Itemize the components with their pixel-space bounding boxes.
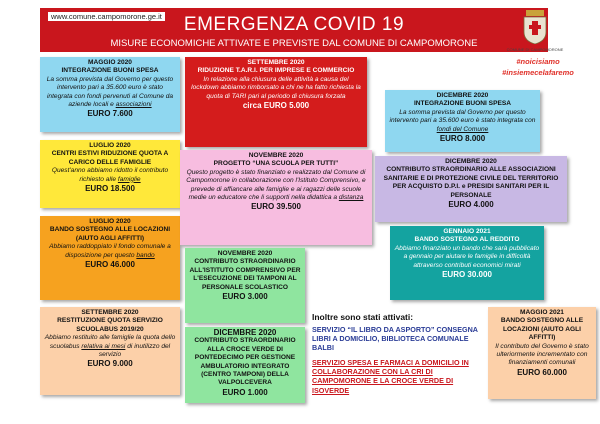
card-luglio-2020-locazioni	[40, 216, 180, 300]
card-date: SETTEMBRE 2020	[81, 309, 139, 316]
card-amount: EURO 46.000	[85, 260, 135, 270]
card-amount: EURO 39.500	[251, 202, 301, 212]
card-amount: EURO 1.000	[222, 387, 268, 397]
card-date: NOVEMBRE 2020	[248, 152, 304, 159]
card-title: INTEGRAZIONE BUONI SPESA	[413, 100, 512, 108]
extra-services-title: Inoltre sono stati attivati:	[312, 312, 414, 322]
card-title: CONTRIBUTO STRAORDINARIO ALL'ISTITUTO COMPRENSIVO PER L'ESECUZIONE DEI TAMPONI AL PERSONALE SCOLASTICO	[189, 258, 301, 291]
card-link[interactable]: fondi del Comune	[436, 125, 489, 133]
card-dicembre-2020-croce-verde	[185, 327, 305, 403]
card-date: DICEMBRE 2020	[445, 158, 497, 165]
card-title: BANDO SOSTEGNO ALLE LOCAZIONI (AIUTO AGLI AFFITTI)	[49, 226, 171, 242]
card-amount: EURO 60.000	[517, 367, 567, 377]
card-novembre-2020-tamponi	[185, 248, 305, 323]
card-settembre-2020-tari	[185, 57, 367, 147]
card-novembre-2020-scuola	[180, 150, 372, 245]
card-date: SETTEMBRE 2020	[247, 59, 305, 66]
card-amount: EURO 7.600	[87, 109, 133, 119]
card-title: BANDO SOSTEGNO ALLE LOCAZIONI (AIUTO AGLI AFFITTI)	[500, 317, 584, 342]
card-amount: circa EURO 5.000	[242, 101, 310, 111]
card-dicembre-2020-buoni-spesa	[385, 90, 540, 152]
hashtag-1[interactable]: #noicisiamo	[516, 57, 560, 66]
card-body: Questo progetto è stato finanziato e realizzato dal Comune di Campomorone in collaborazione con l'Istituto Comprensivo, e prevede di affiancare alle famiglie e ai ragazzi delle scuole medie un educatore che li supporti nella didattica a	[186, 168, 366, 202]
card-date: MAGGIO 2021	[520, 309, 564, 316]
card-settembre-2020-scuolabus	[40, 307, 180, 395]
card-title: CONTRIBUTO STRAORDINARIO ALLA CROCE VERDE DI PONTEDECIMO PER GESTIONE AMBULATORIO INTEGRATO (CENTRO TAMPONI) DELLA VALPOLCEVERA	[194, 337, 296, 387]
card-date: GENNAIO 2021	[443, 228, 491, 235]
card-body: Abbiamo raddoppiato il fondo comunale a disposizione per questo	[49, 243, 171, 259]
hashtag-2[interactable]: #insiemecelafaremo	[502, 68, 574, 77]
card-title: RIDUZIONE T.A.R.I. PER IMPRESE E COMMERCIO	[197, 67, 355, 75]
card-date: NOVEMBRE 2020	[217, 250, 273, 257]
card-date: LUGLIO 2020	[89, 218, 131, 225]
card-dicembre-2020-associazioni	[375, 156, 567, 222]
card-date: LUGLIO 2020	[89, 142, 131, 149]
card-title: PROGETTO “UNA SCUOLA PER TUTTI”	[213, 160, 339, 168]
card-link[interactable]: relativa ai mesi	[81, 342, 126, 350]
card-link[interactable]: associazioni	[115, 101, 152, 109]
card-body: Quest'anno abbiamo ridotto il contributo richiesto alle	[51, 167, 169, 183]
card-amount: EURO 4.000	[448, 200, 494, 210]
card-title: CENTRI ESTIVI RIDUZIONE QUOTA A CARICO DELLE FAMIGLIE	[51, 150, 169, 166]
card-date: DICEMBRE 2020	[213, 328, 277, 337]
page-title: EMERGENZA COVID 19	[183, 14, 405, 35]
card-body: La somma prevista dal Governo per questo intervento pari a 35.600 euro è stato integrata con fondi pervenuti al Comune da aziende locali e	[46, 75, 174, 109]
card-maggio-2021	[488, 307, 596, 399]
card-amount: EURO 9.000	[87, 359, 133, 369]
card-title: CONTRIBUTO STRAORDINARIO ALLE ASSOCIAZIONI SANITARIE E DI PROTEZIONE CIVILE DEL TERRITORIO PER ACQUISTO D.P.I. e PRESIDI SANITARI PER IL PERSONALE	[383, 166, 559, 199]
extra-service-spesa-farmaci[interactable]: SERVIZIO SPESA E FARMACI A DOMICILIO IN COLLABORAZIONE CON LA CRI DI CAMPOMORONE E LA CROCE VERDE DI ISOVERDE	[312, 358, 469, 395]
municipal-crest-icon	[520, 10, 550, 44]
card-luglio-2020-centri-estivi	[40, 140, 180, 208]
site-url-link[interactable]: www.comune.campomorone.ge.it	[48, 12, 165, 21]
card-body: Abbiamo finanziato un bando che sarà pubblicato a gennaio per aiutare le famiglie in difficoltà attraverso contributi economici mirati	[394, 244, 540, 269]
card-title: INTEGRAZIONE BUONI SPESA	[61, 67, 159, 75]
card-amount: EURO 18.500	[85, 184, 135, 194]
card-body-2: di inutilizzo del servizio	[98, 342, 171, 359]
card-date: DICEMBRE 2020	[436, 92, 489, 99]
card-maggio-2020	[40, 57, 180, 132]
card-date: MAGGIO 2020	[88, 59, 132, 66]
card-amount: EURO 3.000	[222, 292, 268, 302]
card-body: Il contributo del Governo è stato ulteriormente incrementato con finanziamenti comunali	[495, 342, 589, 367]
card-amount: EURO 30.000	[442, 270, 492, 280]
page-subtitle: MISURE ECONOMICHE ATTIVATE E PREVISTE DAL COMUNE DI CAMPOMORONE	[110, 38, 478, 49]
card-body: La somma prevista dal Governo per questo intervento pari a 35.600 euro è stato integrata con	[389, 108, 536, 125]
card-link[interactable]: famiglie	[117, 175, 141, 183]
crest-caption: COMUNE DI CAMPOMORONE	[506, 47, 564, 52]
card-title: RESTITUZIONE QUOTA SERVIZIO SCUOLABUS 2019/20	[57, 317, 163, 333]
card-body: Abbiamo restituito alle famiglie la quota dello scuolabus	[44, 334, 176, 350]
card-gennaio-2021	[390, 226, 544, 300]
card-body: In relazione alla chiusura delle attività a causa del lockdown abbiamo rimborsato a chi ne ha fatto richiesta la quota di TARI pari al periodo di chiusura forzata	[191, 75, 361, 100]
hashtags	[482, 56, 594, 78]
card-amount: EURO 8.000	[439, 134, 486, 144]
card-title: BANDO SOSTEGNO AL REDDITO	[414, 236, 520, 244]
card-link[interactable]: bando	[136, 251, 155, 259]
header-banner	[40, 8, 548, 52]
extra-service-libro-asporto[interactable]: SERVIZIO “IL LIBRO DA ASPORTO” CONSEGNA LIBRI A DOMICILIO, BIBLIOTECA COMUNALE BALBI	[312, 325, 478, 352]
card-link[interactable]: distanza	[338, 194, 364, 202]
